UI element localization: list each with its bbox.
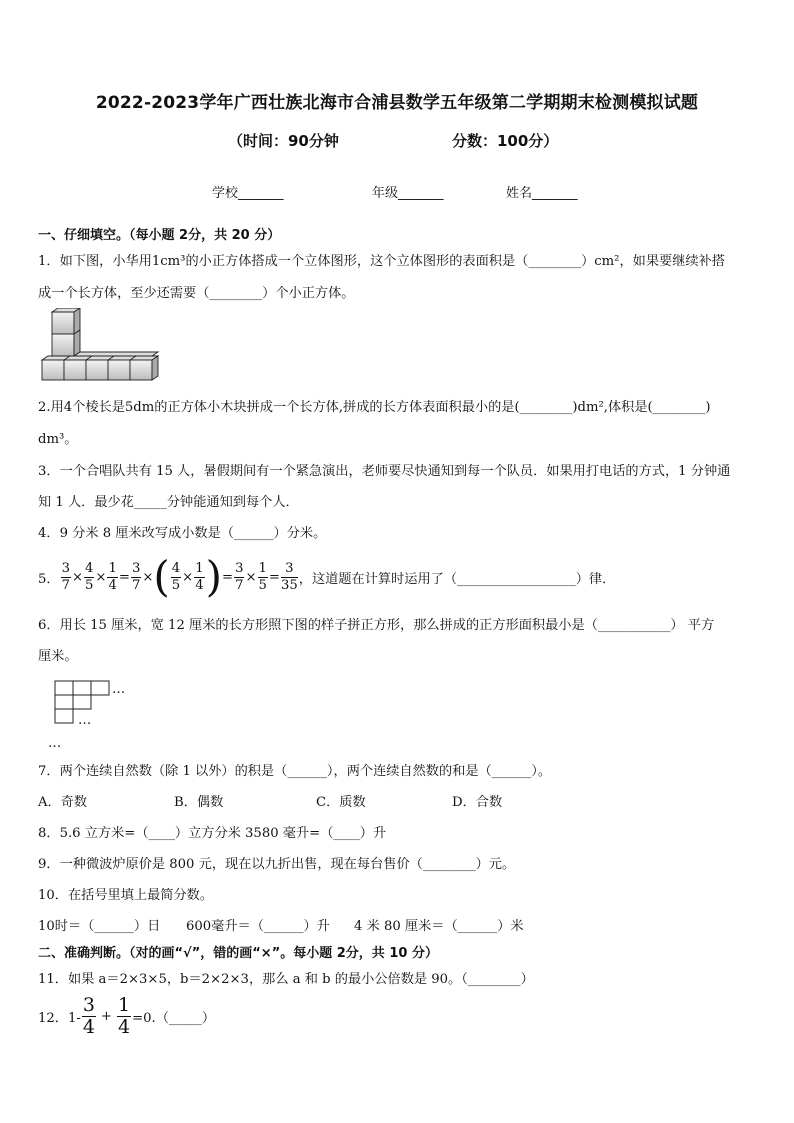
times-sign: × [142, 569, 154, 585]
right-paren: ) [205, 552, 223, 601]
left-paren: ( [153, 552, 170, 601]
question-8: 8．5.6 立方米=（____）立方分米 3580 毫升=（____）升 [38, 826, 387, 841]
fraction-1-4: $\frac{1}{4}$ [195, 561, 204, 593]
cube-figure [38, 308, 160, 382]
question-12-text: =0.（_____） [132, 1011, 216, 1026]
option-d[interactable]: D．合数 [452, 795, 503, 810]
equals-sign: = [118, 569, 130, 585]
question-10-item-1: 10时＝（______）日 [38, 919, 161, 934]
section-2-heading: 二、准确判断。（对的画“√”，错的画“×”。每小题 2分，共 10 分） [38, 946, 438, 961]
question-12 [38, 996, 215, 1037]
question-5-number: 5． [38, 571, 60, 587]
name-field[interactable]: 姓名_______ [506, 186, 578, 201]
question-5 [38, 552, 616, 601]
question-5-text: ，这道题在计算时运用了（__________________）律． [298, 571, 616, 587]
times-sign: × [95, 569, 107, 585]
question-11: 11．如果 a＝2×3×5，b＝2×2×3，那么 a 和 b 的最小公倍数是 90。（________） [38, 972, 534, 987]
dots-right: … [112, 682, 126, 697]
question-9: 9．一种微波炉原价是 800 元，现在以九折出售，现在每台售价（________）元。 [38, 857, 516, 872]
question-6-line-1: 6．用长 15 厘米，宽 12 厘米的长方形照下图的样子拼正方形，那么拼成的正方形面积最小是（___________） 平方 [38, 618, 715, 633]
question-2-line-2: dm³。 [38, 432, 78, 447]
fraction-3-4: $\frac{3}{4}$ [82, 994, 95, 1038]
option-a[interactable]: A．奇数 [38, 795, 88, 810]
dots-middle: … [78, 713, 92, 728]
question-3-line-2: 知 1 人．最少花_____分钟能通知到每个人． [38, 495, 299, 510]
question-10-item-3: 4 米 80 厘米＝（______）米 [354, 919, 524, 934]
fraction-4-5: $\frac{4}{5}$ [171, 561, 181, 593]
section-1-heading: 一、仔细填空。（每小题 2分，共 20 分） [38, 228, 281, 243]
question-1-line-1: 1．如下图，小华用1cm³的小正方体搭成一个立体图形，这个立体图形的表面积是（________）cm²，如果要继续补搭 [38, 254, 725, 269]
times-sign: × [245, 569, 257, 585]
option-b[interactable]: B．偶数 [174, 795, 224, 810]
plus-sign: + [100, 1009, 112, 1024]
question-6-line-2: 厘米。 [38, 649, 78, 664]
question-7: 7．两个连续自然数（除 1 以外）的积是（______），两个连续自然数的和是（______）。 [38, 764, 552, 779]
fraction-1-4: $\frac{1}{4}$ [117, 994, 131, 1038]
question-10: 10．在括号里填上最简分数。 [38, 888, 214, 903]
times-sign: × [182, 569, 194, 585]
fraction-3-7: $\frac{3}{7}$ [235, 561, 244, 593]
question-12-number: 12．1- [38, 1011, 81, 1026]
fraction-4-5: $\frac{4}{5}$ [85, 561, 94, 593]
grade-field[interactable]: 年级_______ [372, 186, 444, 201]
fraction-3-35: $\frac{3}{35}$ [280, 561, 298, 593]
exam-score: 分数：100分） [452, 132, 559, 150]
question-3-line-1: 3．一个合唱队共有 15 人，暑假期间有一个紧急演出，老师要尽快通知到每一个队员．如果用打电话的方式，1 分钟通 [38, 464, 731, 479]
exam-time: （时间：90分钟 [228, 132, 339, 150]
dots-bottom: … [48, 736, 62, 751]
fraction-3-7: $\frac{3}{7}$ [61, 561, 70, 593]
exam-title: 2022-2023学年广西壮族北海市合浦县数学五年级第二学期期末检测模拟试题 [95, 93, 699, 113]
school-field[interactable]: 学校_______ [212, 186, 284, 201]
fraction-1-5: $\frac{1}{5}$ [258, 561, 267, 593]
question-2-line-1: 2.用4个棱长是5dm的正方体小木块拼成一个长方体,拼成的长方体表面积最小的是(________)dm²,体积是(________) [38, 400, 711, 415]
option-c[interactable]: C．质数 [316, 795, 366, 810]
equals-sign: = [222, 569, 234, 585]
equals-sign: = [268, 569, 280, 585]
fraction-1-4: $\frac{1}{4}$ [108, 561, 117, 593]
fraction-3-7: $\frac{3}{7}$ [131, 561, 141, 593]
question-1-line-2: 成一个长方体，至少还需要（________）个小正方体。 [38, 286, 355, 301]
times-sign: × [71, 569, 84, 585]
question-4: 4．9 分米 8 厘米改写成小数是（______）分米。 [38, 526, 327, 541]
question-10-item-2: 600毫升＝（______）升 [186, 919, 330, 934]
